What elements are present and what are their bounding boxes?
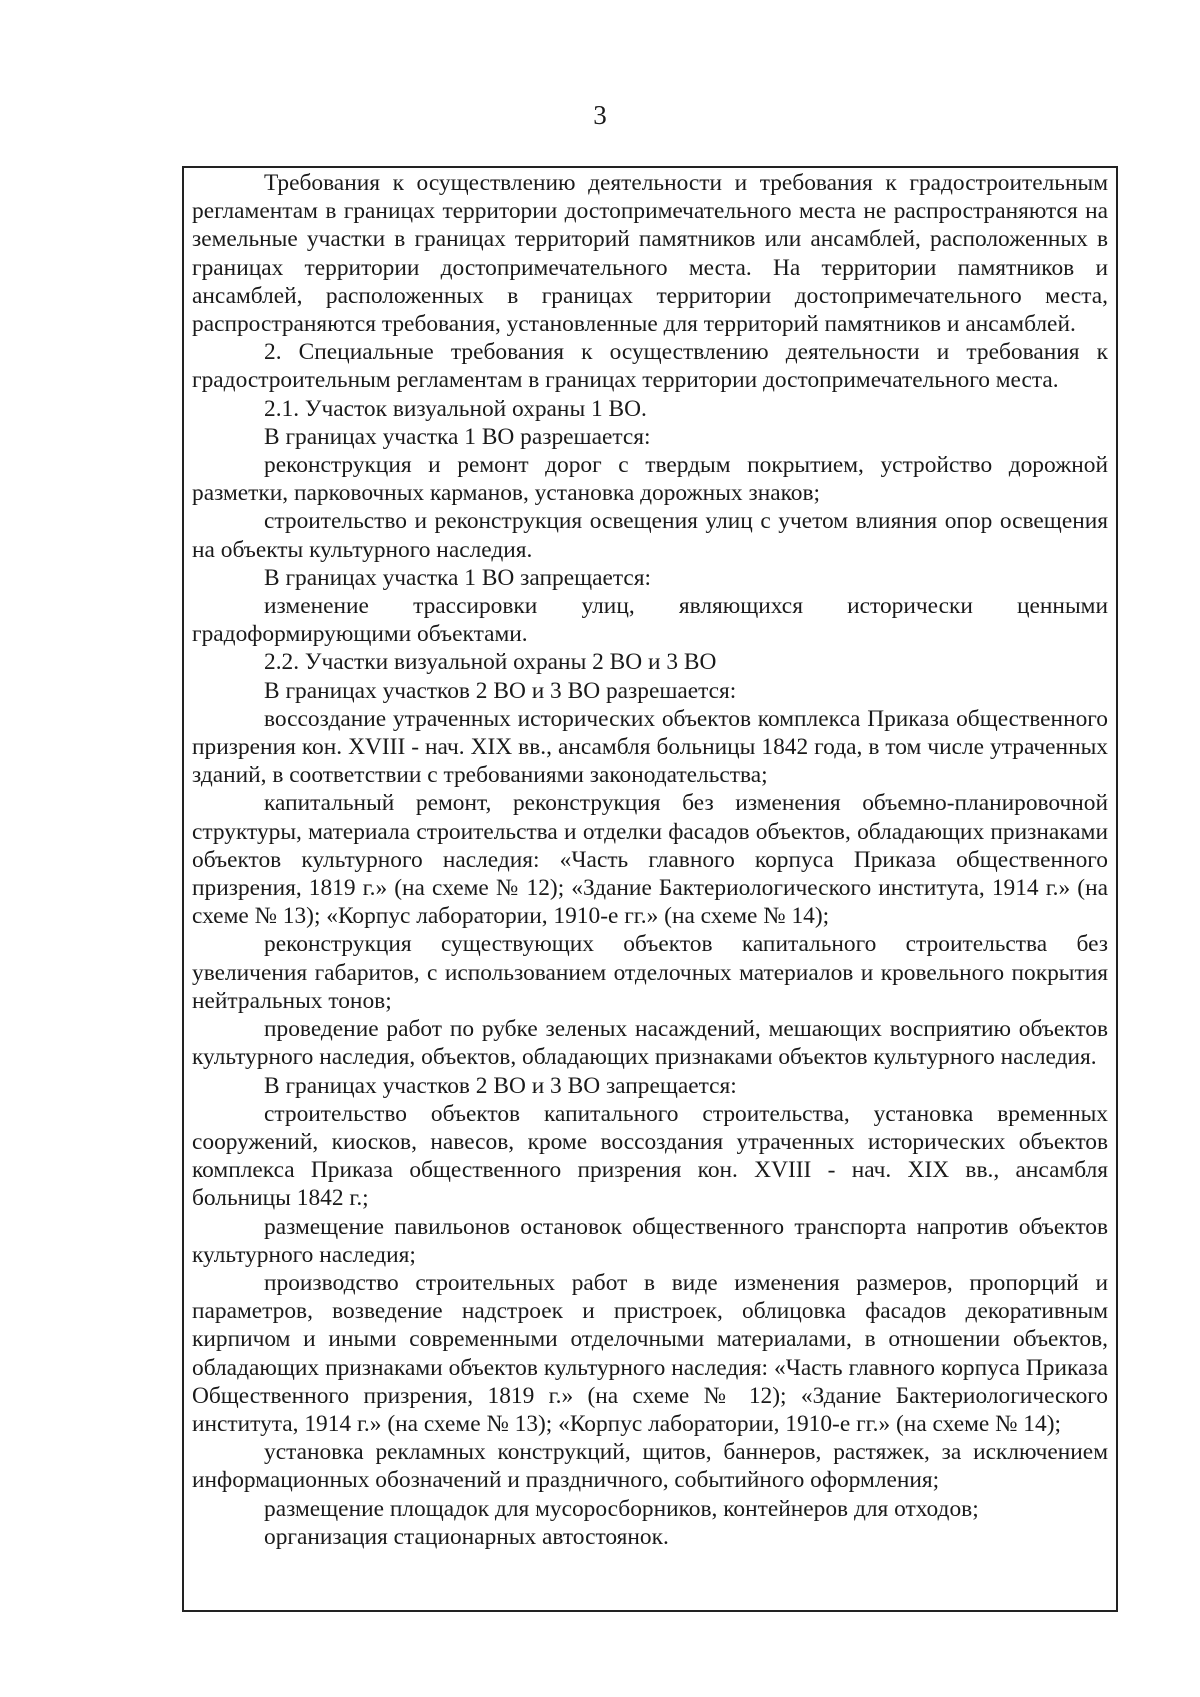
- paragraph-section-2-heading: 2. Специальные требования к осуществлению деятельности и требования к градостроительным регламентам в границах территории достопримечательного места.: [192, 339, 1108, 394]
- paragraph-2vo-3vo-forbidden-waste-sites: размещение площадок для мусоросборников, контейнеров для отходов;: [264, 1495, 979, 1522]
- paragraph-2vo-3vo-allowed-heading: В границах участков 2 ВО и 3 ВО разрешается:: [264, 677, 737, 704]
- paragraph-2vo-3vo-allowed-tree-felling: проведение работ по рубке зеленых насаждений, мешающих восприятию объектов культурного наследия, объектов, обладающих признаками объектов культурного наследия.: [192, 1016, 1108, 1071]
- paragraph-2vo-3vo-allowed-repair: капитальный ремонт, реконструкция без изменения объемно-планировочной структуры, материала строительства и отделки фасадов объектов, обладающих признаками объектов культурного наследия: «Часть главного корпуса Приказа общественного призрения, 1819 г.» (на схеме № 12); «Здание Бактериологического института, 1914 г.» (на схеме № 13); «Корпус лаборатории, 1910-е гг.» (на схеме № 14);: [192, 790, 1108, 930]
- paragraph-2vo-3vo-forbidden-advertising: установка рекламных конструкций, щитов, баннеров, растяжек, за исключением информационных обозначений и праздничного, событийного оформления;: [192, 1439, 1108, 1494]
- paragraph-1vo-allowed-roads: реконструкция и ремонт дорог с твердым покрытием, устройство дорожной разметки, парковочных карманов, установка дорожных знаков;: [192, 452, 1108, 507]
- page-number: 3: [593, 100, 607, 130]
- paragraph-2vo-3vo-forbidden-pavilions: размещение павильонов остановок общественного транспорта напротив объектов культурного наследия;: [192, 1213, 1108, 1268]
- paragraph-1vo-allowed-lighting: строительство и реконструкция освещения улиц с учетом влияния опор освещения на объекты культурного наследия.: [192, 508, 1108, 563]
- paragraph-requirements-scope: Требования к осуществлению деятельности и требования к градостроительным регламентам в границах территории достопримечательного места не распространяются на земельные участки в границах территорий памятников или ансамблей, расположенных в границах территории достопримечательного места. На территории памятников и ансамблей, расположенных в границах территории достопримечательного места, распространяются требования, установленные для территорий памятников и ансамблей.: [192, 170, 1108, 338]
- paragraph-2vo-3vo-forbidden-construction: строительство объектов капитального строительства, установка временных сооружений, киосков, навесов, кроме воссоздания утраченных исторических объектов комплекса Приказа общественного призрения кон. XVIII - нач. XIX вв., ансамбля больницы 1842 г.;: [192, 1100, 1108, 1212]
- paragraph-2vo-3vo-allowed-recreation: воссоздание утраченных исторических объектов комплекса Приказа общественного призрения кон. XVIII - нач. XIX вв., ансамбля больницы 1842 года, в том числе утраченных зданий, в соответствии с требованиями законодательства;: [192, 705, 1108, 789]
- paragraph-section-2-1-heading: 2.1. Участок визуальной охраны 1 ВО.: [264, 395, 647, 422]
- paragraph-1vo-forbidden-heading: В границах участка 1 ВО запрещается:: [264, 564, 651, 591]
- paragraph-section-2-2-heading: 2.2. Участки визуальной охраны 2 ВО и 3 ВО: [264, 649, 717, 676]
- document-text-frame: [182, 166, 1118, 1612]
- paragraph-2vo-3vo-forbidden-works: производство строительных работ в виде изменения размеров, пропорций и параметров, возведение надстроек и пристроек, облицовка фасадов декоративным кирпичом и иными современными отделочными материалами, в отношении объектов, обладающих признаками объектов культурного наследия: «Часть главного корпуса Приказа Общественного призрения, 1819 г.» (на схеме № 12); «Здание Бактериологического института, 1914 г.» (на схеме № 13); «Корпус лаборатории, 1910-е гг.» (на схеме № 14);: [192, 1269, 1108, 1437]
- paragraph-2vo-3vo-allowed-reconstruction: реконструкция существующих объектов капитального строительства без увеличения габаритов, с использованием отделочных материалов и кровельного покрытия нейтральных тонов;: [192, 931, 1108, 1014]
- paragraph-1vo-forbidden-streets: изменение трассировки улиц, являющихся исторически ценными градоформирующими объектами.: [192, 593, 1108, 648]
- paragraph-2vo-3vo-forbidden-heading: В границах участков 2 ВО и 3 ВО запрещается:: [264, 1072, 737, 1099]
- paragraph-1vo-allowed-heading: В границах участка 1 ВО разрешается:: [264, 423, 651, 450]
- paragraph-2vo-3vo-forbidden-parking: организация стационарных автостоянок.: [264, 1523, 669, 1550]
